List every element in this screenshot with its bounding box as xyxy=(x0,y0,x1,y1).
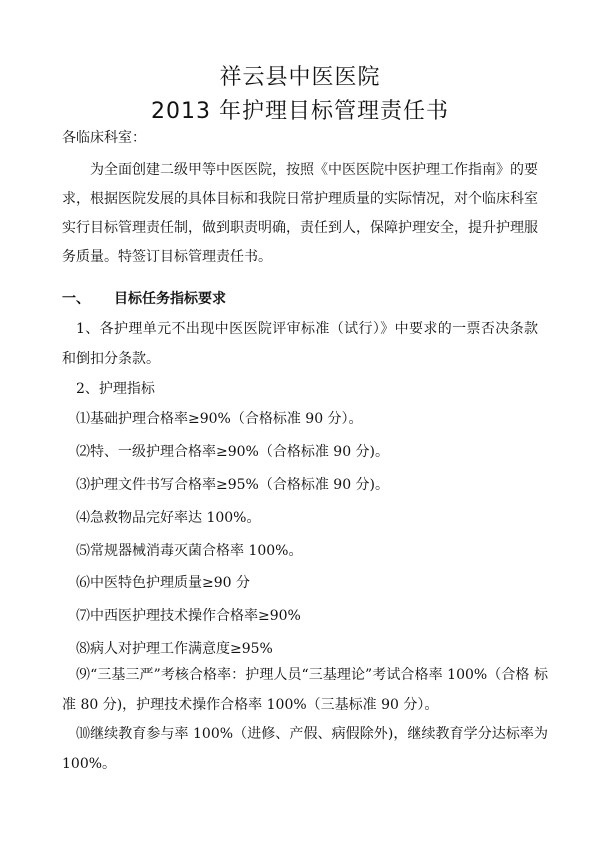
indicator-item-9: ⑼“三基三严”考核合格率：护理人员“三基理论”考试合格率 100%（合格 标准 80 分)，护理技术操作合格率 100%（三基标准 90 分）。 xyxy=(62,667,548,713)
indicator-item: ⑵特、一级护理合格率≥90%（合格标准 90 分)。 xyxy=(76,444,390,460)
indicator-item: ⑸常规器械消毒灭菌合格率 100%。 xyxy=(76,543,303,559)
hospital-name-title: 祥云县中医医院 xyxy=(219,65,381,90)
section-title: 目标任务指标要求 xyxy=(114,291,226,307)
indicator-item: ⑶护理文件书写合格率≥95%（合格标准 90 分)。 xyxy=(76,477,390,493)
indicator-item: ⑹中医特色护理质量≥90 分 xyxy=(76,575,250,591)
salutation: 各临床科室： xyxy=(62,130,146,146)
requirement-paragraph-2: 2、护理指标 xyxy=(76,381,155,397)
intro-paragraph: 为全面创建二级甲等中医医院，按照《中医医院中医护理工作指南》的要求，根据医院发展的具体目标和我院日常护理质量的实际情况，对个临床科室实行目标管理责任制，做到职责明确，责任到人，保障护理安全，提升护理服务质量。特签订目标管理责任书。 xyxy=(62,162,538,265)
indicator-item: ⑺中西医护理技术操作合格率≥90% xyxy=(76,608,301,624)
indicator-item-10: ⑽继续教育参与率 100%（进修、产假、病假除外)，继续教育学分达标率为 100%。 xyxy=(62,726,548,772)
requirement-paragraph-1: 1、各护理单元不出现中医医院评审标准（试行）》中要求的一票否决条款和倒扣分条款。 xyxy=(62,321,538,367)
indicator-item: ⑻病人对护理工作满意度≥95% xyxy=(76,641,273,657)
indicator-item: ⑴基础护理合格率≥90%（合格标准 90 分）。 xyxy=(76,411,363,427)
section-heading xyxy=(62,288,226,308)
section-number: 一、 xyxy=(62,291,90,307)
indicator-item: ⑷急救物品完好率达 100%。 xyxy=(76,510,261,526)
document-title: 2013 年护理目标管理责任书 xyxy=(151,99,449,124)
